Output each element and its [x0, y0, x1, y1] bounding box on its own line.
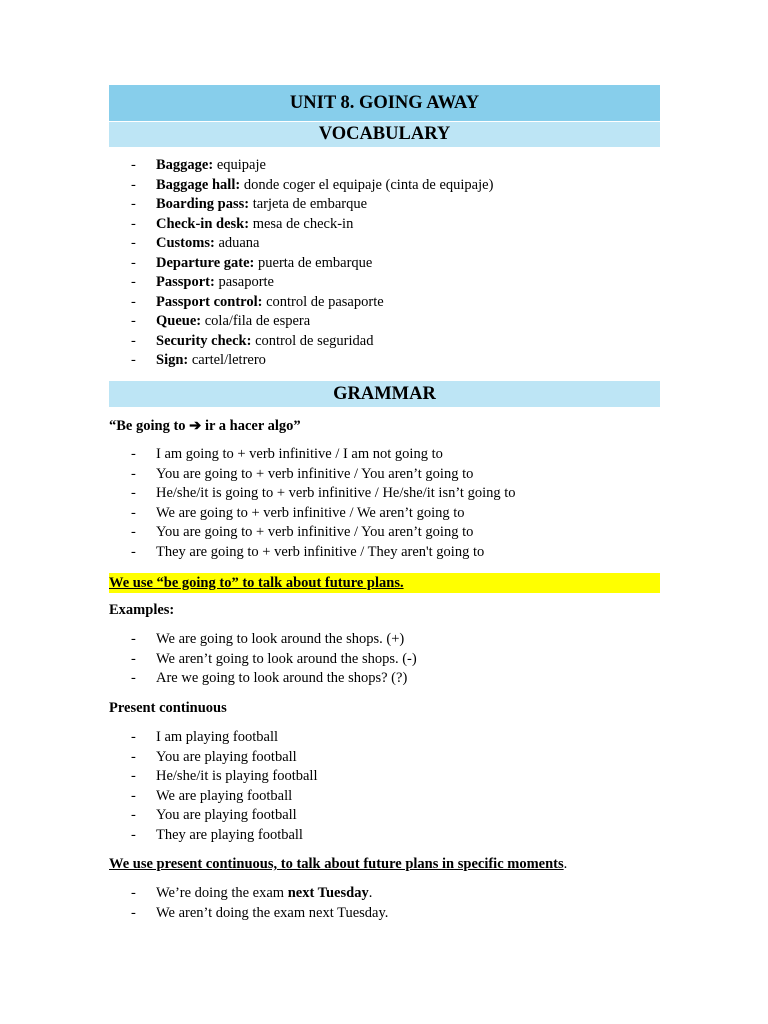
list-item: - We aren’t doing the exam next Tuesday. — [131, 904, 389, 921]
vocabulary-heading: VOCABULARY — [109, 122, 660, 147]
list-item: - Baggage: equipaje — [131, 157, 266, 173]
list-item: - You are going to + verb infinitive / You aren’t going to — [131, 524, 474, 540]
list-item: - We’re doing the exam next Tuesday. — [131, 885, 373, 901]
list-item: - They are playing football — [131, 826, 303, 843]
list-item: - Check-in desk: mesa de check-in — [131, 215, 354, 232]
list-item: - We are going to + verb infinitive / We aren’t going to — [131, 504, 465, 521]
list-item: - I am going to + verb infinitive / I am not going to — [131, 446, 443, 462]
list-item: - You are playing football — [131, 807, 297, 823]
list-item: - Boarding pass: tarjeta de embarque — [131, 196, 368, 212]
list-item: - Sign: cartel/letrero — [131, 352, 266, 368]
examples-list — [109, 630, 660, 689]
present-continuous-list — [109, 728, 660, 845]
grammar-heading: GRAMMAR — [109, 381, 660, 407]
list-item: - We are playing football — [131, 787, 293, 804]
examples-label: Examples: — [109, 602, 175, 618]
be-going-to-list — [109, 445, 660, 562]
present-continuous-rule: We use present continuous, to talk about future plans in specific moments. — [109, 856, 568, 872]
list-item: - I am playing football — [131, 729, 279, 745]
list-item: - They are going to + verb infinitive / They aren't going to — [131, 543, 485, 560]
list-item: - We are going to look around the shops. (+) — [131, 631, 405, 647]
list-item: - He/she/it is playing football — [131, 768, 318, 784]
list-item: - Departure gate: puerta de embarque — [131, 254, 373, 271]
list-item: - You are playing football — [131, 748, 297, 765]
vocabulary-list — [109, 156, 660, 371]
unit-title: UNIT 8. GOING AWAY — [109, 85, 660, 121]
list-item: - You are going to + verb infinitive / You aren’t going to — [131, 465, 474, 482]
be-going-to-title: “Be going to ➔ ir a hacer algo” — [109, 418, 301, 434]
list-item: - Customs: aduana — [131, 235, 260, 251]
list-item: - Security check: control de seguridad — [131, 332, 374, 349]
arrow-icon: ➔ — [189, 418, 202, 434]
list-item: - Baggage hall: donde coger el equipaje (cinta de equipaje) — [131, 176, 494, 193]
list-item: - He/she/it is going to + verb infinitive / He/she/it isn’t going to — [131, 485, 516, 501]
list-item: - Passport control: control de pasaporte — [131, 293, 384, 310]
present-continuous-examples — [109, 884, 660, 923]
list-item: - Are we going to look around the shops? (?) — [131, 670, 408, 686]
present-continuous-label: Present continuous — [109, 700, 227, 716]
list-item: - Passport: pasaporte — [131, 274, 274, 290]
list-item: - We aren’t going to look around the shops. (-) — [131, 650, 417, 667]
list-item: - Queue: cola/fila de espera — [131, 313, 311, 329]
be-going-to-rule: We use “be going to” to talk about future plans. — [109, 573, 660, 593]
